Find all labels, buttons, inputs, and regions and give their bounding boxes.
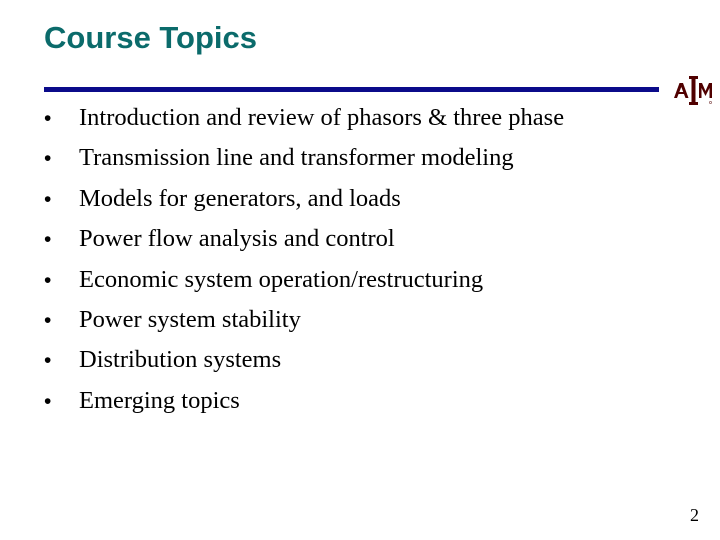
topic-item xyxy=(44,266,564,306)
texas-am-logo-icon xyxy=(673,73,713,107)
topics-list xyxy=(44,104,564,427)
bullet-icon: • xyxy=(44,107,52,130)
page-number: 2 xyxy=(690,505,699,525)
topic-item xyxy=(44,346,564,386)
topic-text: Power system stability xyxy=(79,305,301,333)
topic-item xyxy=(44,144,564,184)
topic-text: Introduction and review of phasors & three phase xyxy=(79,104,565,131)
topic-text: Models for generators, and loads xyxy=(79,184,401,212)
topic-item xyxy=(44,387,564,427)
bullet-icon: • xyxy=(44,389,52,413)
bullet-icon: • xyxy=(44,228,52,252)
topic-text: Emerging topics xyxy=(79,386,240,414)
title-divider xyxy=(44,87,659,92)
topic-item xyxy=(44,225,564,265)
bullet-icon: • xyxy=(44,308,52,332)
bullet-icon: • xyxy=(44,147,52,171)
topic-item xyxy=(44,185,564,225)
bullet-icon: • xyxy=(44,187,52,211)
topic-text: Power flow analysis and control xyxy=(79,225,395,253)
bullet-icon: • xyxy=(44,268,52,292)
topic-text: Transmission line and transformer modeling xyxy=(79,144,514,172)
topic-text: Distribution systems xyxy=(79,346,282,374)
bullet-icon: • xyxy=(44,349,52,373)
slide-title: Course Topics xyxy=(44,20,258,55)
topic-item xyxy=(44,306,564,346)
topic-text: Economic system operation/restructuring xyxy=(79,265,484,293)
topic-item xyxy=(44,104,564,144)
